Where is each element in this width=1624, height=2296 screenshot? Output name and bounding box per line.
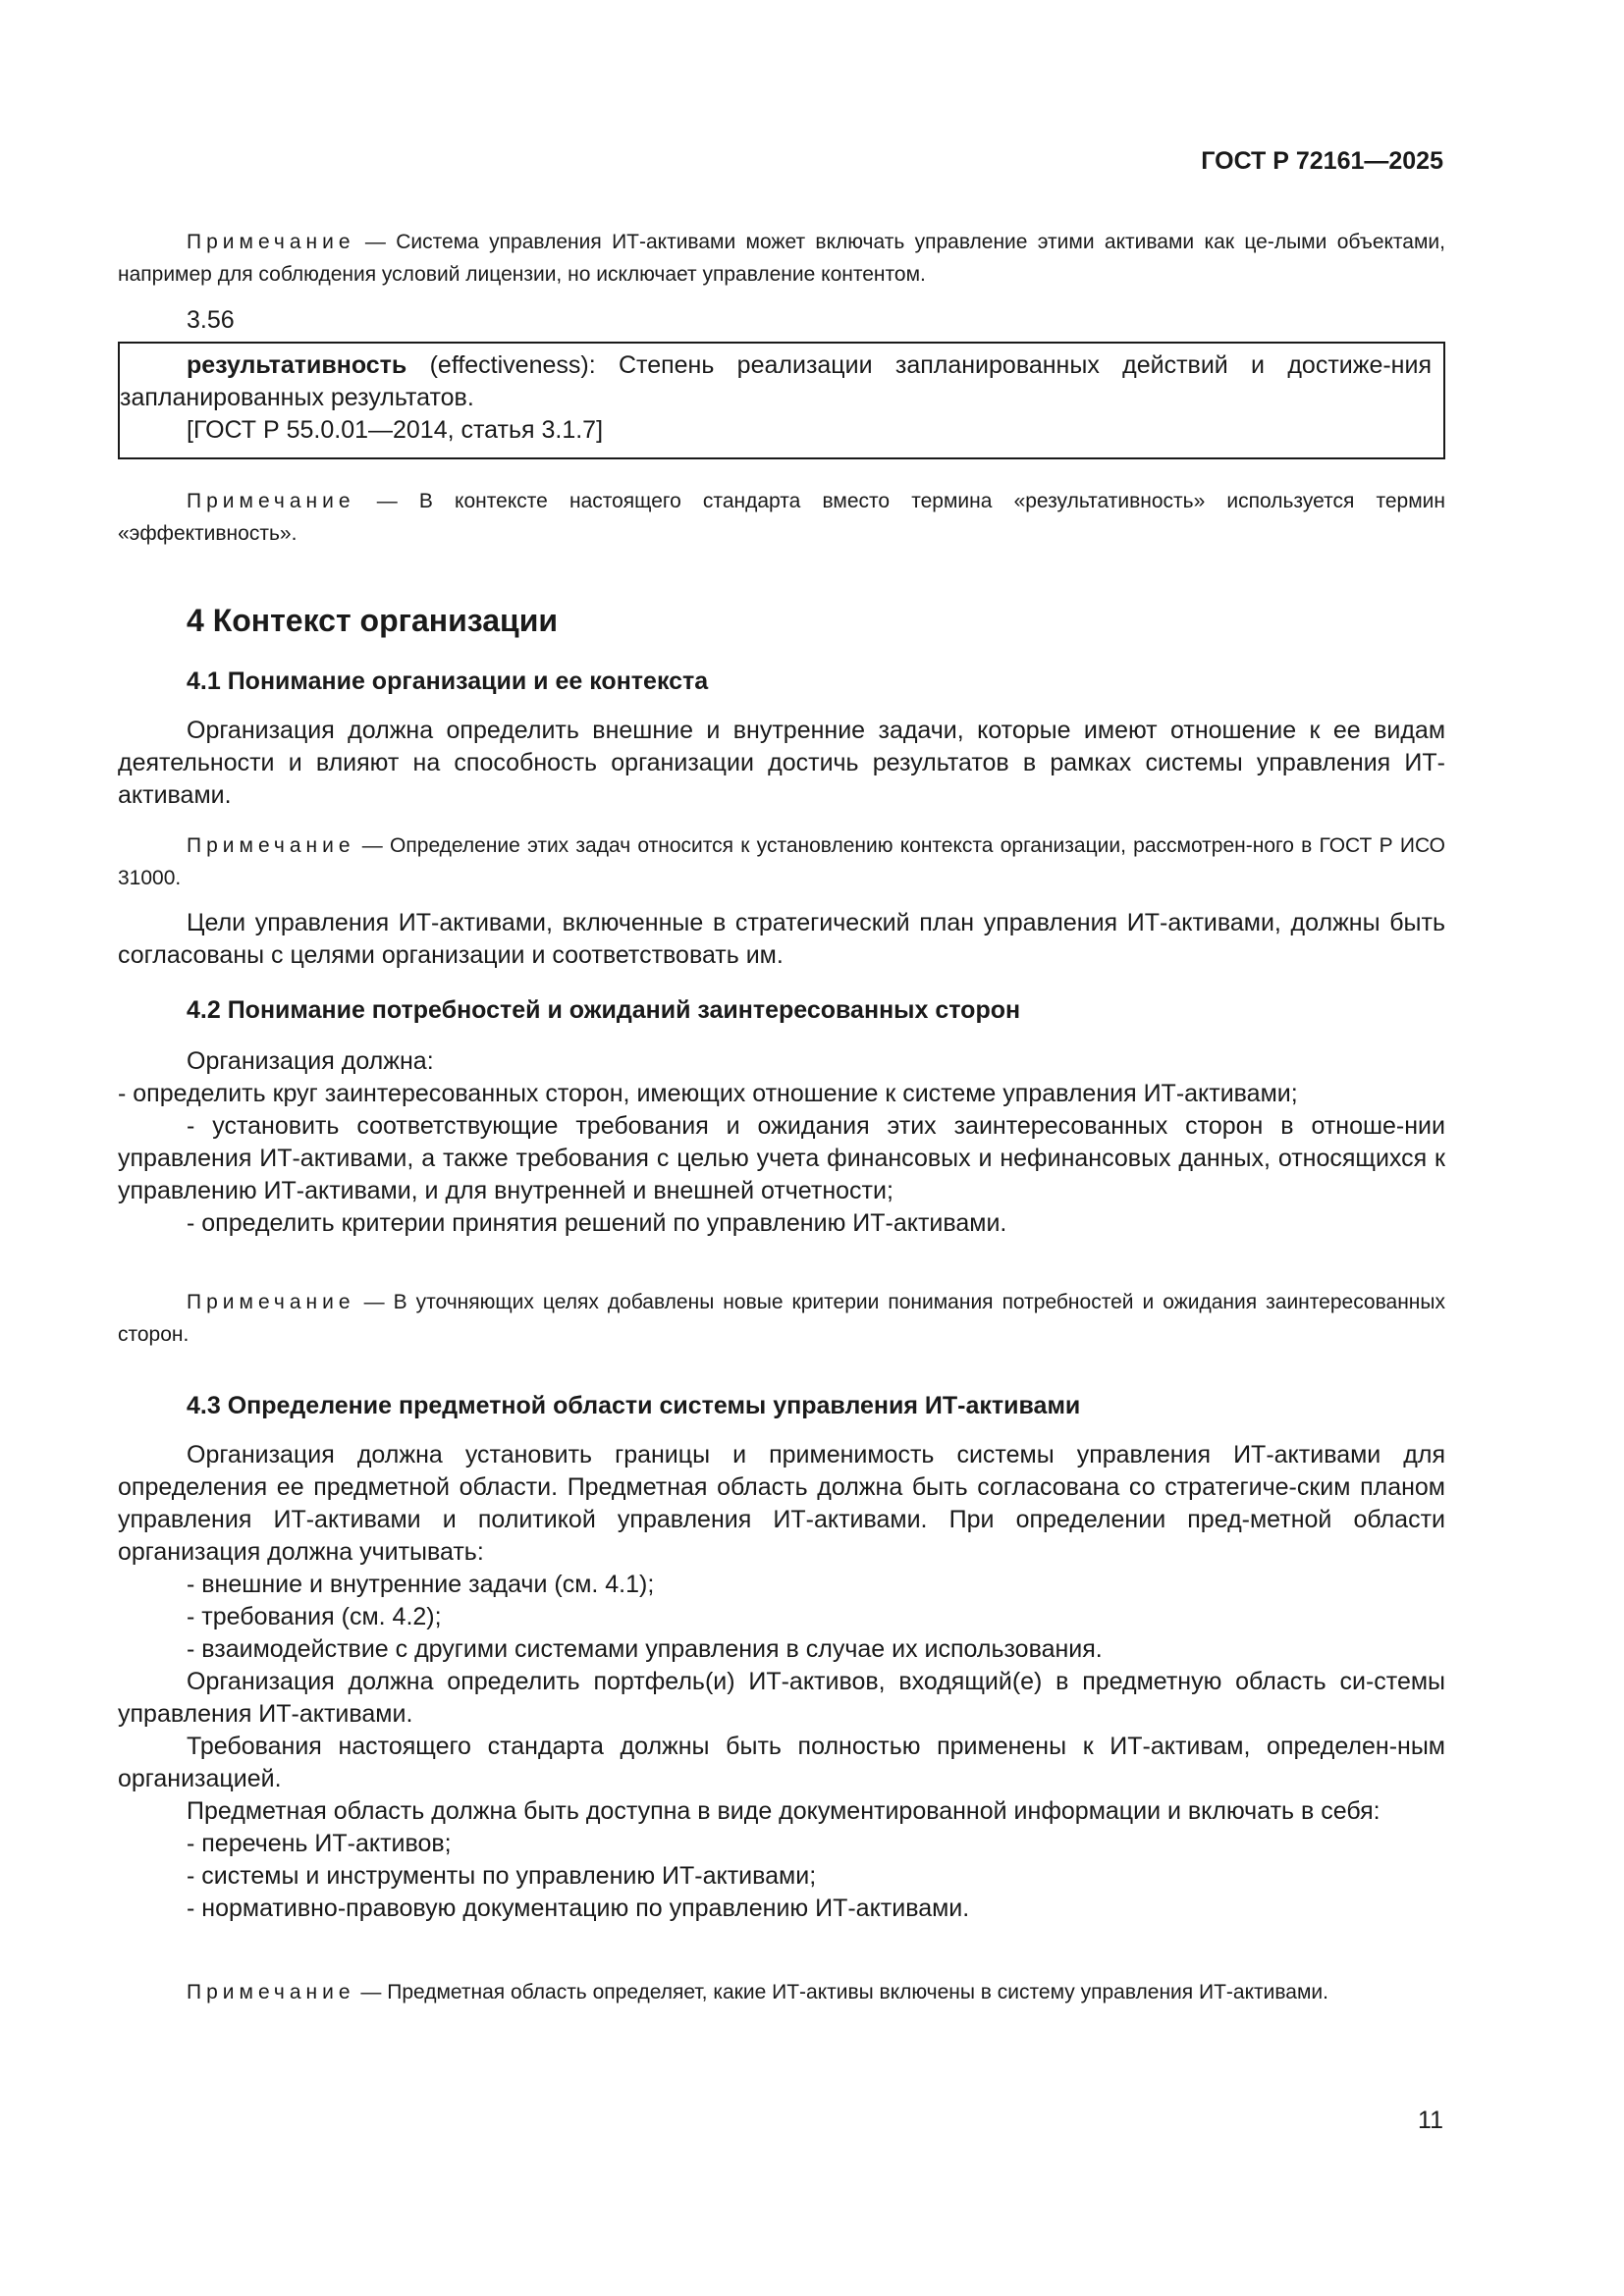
- section-4-2-note: [118, 1286, 1445, 1351]
- note-label: Примечание: [187, 490, 355, 512]
- section-4-1-paragraph-2: Цели управления ИТ-активами, включенные в стратегический план управления ИТ-активами, должны быть согласованы с целями организации и соответствовать им.: [118, 909, 1445, 969]
- paragraph: Организация должна определить портфель(и) ИТ-активов, входящий(е) в предметную область си-стемы управления ИТ-активами.: [118, 1668, 1445, 1728]
- section-4-3-note: [118, 1976, 1445, 2008]
- paragraph: Предметная область должна быть доступна в виде документированной информации и включать в себя:: [187, 1797, 1380, 1825]
- note-label: Примечание: [187, 834, 355, 857]
- term-number: 3.56: [187, 306, 235, 334]
- list-item: - системы и инструменты по управлению ИТ-активами;: [187, 1862, 817, 1890]
- section-4-3-content: [118, 1439, 1445, 1925]
- term-box: [118, 342, 1445, 459]
- term-definition: (effectiveness): Степень реализации запланированных действий и достиже-ния запланированных результатов.: [120, 351, 1432, 411]
- section-4-title: 4 Контекст организации: [187, 603, 559, 638]
- list-item: - требования (см. 4.2);: [187, 1603, 442, 1630]
- list-intro: Организация должна:: [187, 1047, 434, 1075]
- note-text: — В контексте настоящего стандарта вместо термина «результативность» используется термин «эффективность».: [118, 490, 1445, 545]
- term-reference: [ГОСТ Р 55.0.01—2014, статья 3.1.7]: [187, 416, 604, 444]
- term-name: результативность: [187, 351, 407, 379]
- section-4-2-title: 4.2 Понимание потребностей и ожиданий заинтересованных сторон: [187, 996, 1021, 1024]
- note-text: — Предметная область определяет, какие ИТ-активы включены в систему управления ИТ-активами.: [354, 1981, 1328, 2003]
- section-4-1-paragraph-1: Организация должна определить внешние и внутренние задачи, которые имеют отношение к ее видам деятельности и влияют на способность организации достичь результатов в рамках системы управления ИТ-активами.: [118, 717, 1445, 809]
- note-text: — В уточняющих целях добавлены новые критерии понимания потребностей и ожидания заинтересованных сторон.: [118, 1291, 1445, 1346]
- page-number: 11: [1418, 2107, 1443, 2134]
- list-item: - определить круг заинтересованных сторон, имеющих отношение к системе управления ИТ-активами;: [118, 1080, 1298, 1107]
- note-text: — Система управления ИТ-активами может включать управление этими активами как це-лыми объектами, например для соблюдения условий лицензии, но исключает управление контентом.: [118, 231, 1445, 286]
- section-4-1-note: [118, 829, 1445, 894]
- section-4-3-title: 4.3 Определение предметной области системы управления ИТ-активами: [187, 1392, 1081, 1419]
- note-label: Примечание: [187, 231, 355, 253]
- paragraph: Требования настоящего стандарта должны быть полностью применены к ИТ-активам, определен-ным организацией.: [118, 1733, 1445, 1792]
- list-item: - определить критерии принятия решений по управлению ИТ-активами.: [187, 1209, 1007, 1237]
- list-item: - внешние и внутренние задачи (см. 4.1);: [187, 1571, 655, 1598]
- note-1: [118, 226, 1445, 291]
- document-header: ГОСТ Р 72161—2025: [1201, 147, 1443, 175]
- note-label: Примечание: [187, 1981, 355, 2003]
- note-text: — Определение этих задач относится к установлению контекста организации, рассмотрен-ного в ГОСТ Р ИСО 31000.: [118, 834, 1445, 889]
- note-label: Примечание: [187, 1291, 355, 1313]
- list-item: - перечень ИТ-активов;: [187, 1830, 452, 1857]
- list-item: - взаимодействие с другими системами управления в случае их использования.: [187, 1635, 1103, 1663]
- list-item: - установить соответствующие требования и ожидания этих заинтересованных сторон в отноше-нии управления ИТ-активами, а также требования с целью учета финансовых и нефинансовых данных, относящихся к управлению ИТ-активами, и для внутренней и внешней отчетности;: [118, 1112, 1445, 1204]
- list-item: - нормативно-правовую документацию по управлению ИТ-активами.: [187, 1895, 970, 1922]
- section-4-2-list: [118, 1045, 1445, 1240]
- paragraph: Организация должна установить границы и применимость системы управления ИТ-активами для определения ее предметной области. Предметная область должна быть согласована со стратегиче-ским планом управления ИТ-активами и политикой управления ИТ-активами. При определении пред-метной области организация должна учитывать:: [118, 1441, 1445, 1566]
- note-2: [118, 485, 1445, 550]
- section-4-1-title: 4.1 Понимание организации и ее контекста: [187, 667, 709, 695]
